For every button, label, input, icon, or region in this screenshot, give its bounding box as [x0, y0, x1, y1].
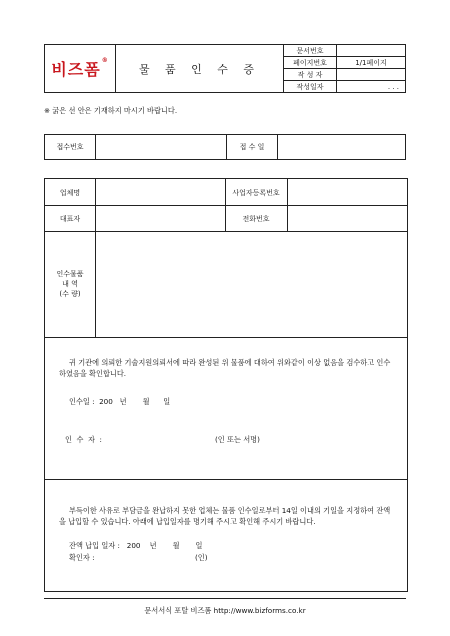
meta-label-doc-no: 문서번호	[284, 45, 337, 57]
company-field[interactable]	[96, 179, 224, 205]
phone-label: 전화번호	[242, 215, 270, 223]
receipt-date-field[interactable]	[278, 135, 406, 160]
meta-label-page-no: 페이지번호	[284, 57, 337, 69]
confirm-section	[45, 337, 407, 480]
payment-section	[45, 479, 407, 590]
meta-value-page-no: 1/1페이지	[337, 57, 406, 69]
document-title: 물 품 인 수 증	[116, 45, 284, 93]
receipt-date-label: 접 수 일	[227, 135, 278, 160]
goods-row	[45, 231, 407, 338]
representative-field[interactable]	[96, 205, 224, 231]
confirmer-line: 확인자 :	[69, 553, 95, 562]
receipt-no-label: 접수번호	[45, 135, 96, 160]
logo-cell	[45, 45, 116, 93]
company-label: 업체명	[59, 189, 81, 197]
receipt-no-field[interactable]	[96, 135, 227, 160]
receiver-line: 인 수 자 :	[65, 435, 102, 444]
footer-divider	[44, 598, 406, 599]
meta-label-author: 작 성 자	[284, 69, 337, 81]
reg-no-label: 사업자등록번호	[232, 189, 280, 197]
payment-text: 부득이한 사유로 부담금을 완납하지 못한 업체는 물품 인수일로부터 14일 이내의 기일을 지정하여 잔액을 납입할 수 있습니다. 아래에 납입일자를 명기해 주시고 확인해 주시기 바랍니다.	[59, 506, 391, 526]
meta-value-date[interactable]: . . .	[337, 81, 406, 93]
meta-value-doc-no[interactable]	[337, 45, 406, 57]
confirm-text: 귀 기관에 의뢰한 기술지원의뢰서에 따라 완성된 위 물품에 대하여 위와같이 이상 없음을 검수하고 인수하였음을 확인합니다.	[59, 358, 391, 378]
receipt-date-line: 인수일 : 200 년 월 일	[69, 397, 171, 406]
sign-note: (인 또는 서명)	[215, 435, 260, 444]
seal-note: (인)	[195, 553, 208, 562]
vendor-row-2	[45, 205, 407, 232]
notice-text: ※ 굵은 선 안은 기재하지 마시기 바랍니다.	[44, 106, 178, 115]
reg-no-field[interactable]	[288, 179, 406, 205]
header-table	[44, 44, 406, 93]
goods-field[interactable]	[96, 231, 406, 337]
meta-value-author[interactable]	[337, 69, 406, 81]
representative-label: 대표자	[59, 215, 81, 223]
meta-label-date: 작성일자	[284, 81, 337, 93]
bizforms-logo: 비즈폼®	[51, 57, 109, 79]
vendor-row-1	[45, 179, 407, 206]
goods-label: 인수물품 내 역 (수 량)	[56, 270, 84, 298]
footer-text: 문서서식 포탈 비즈폼 http://www.bizforms.co.kr	[144, 606, 306, 615]
receipt-table	[44, 134, 406, 160]
main-form	[44, 178, 408, 592]
phone-field[interactable]	[288, 205, 406, 231]
payment-date-line: 잔액 납입 일자 : 200 년 월 일	[69, 541, 203, 550]
